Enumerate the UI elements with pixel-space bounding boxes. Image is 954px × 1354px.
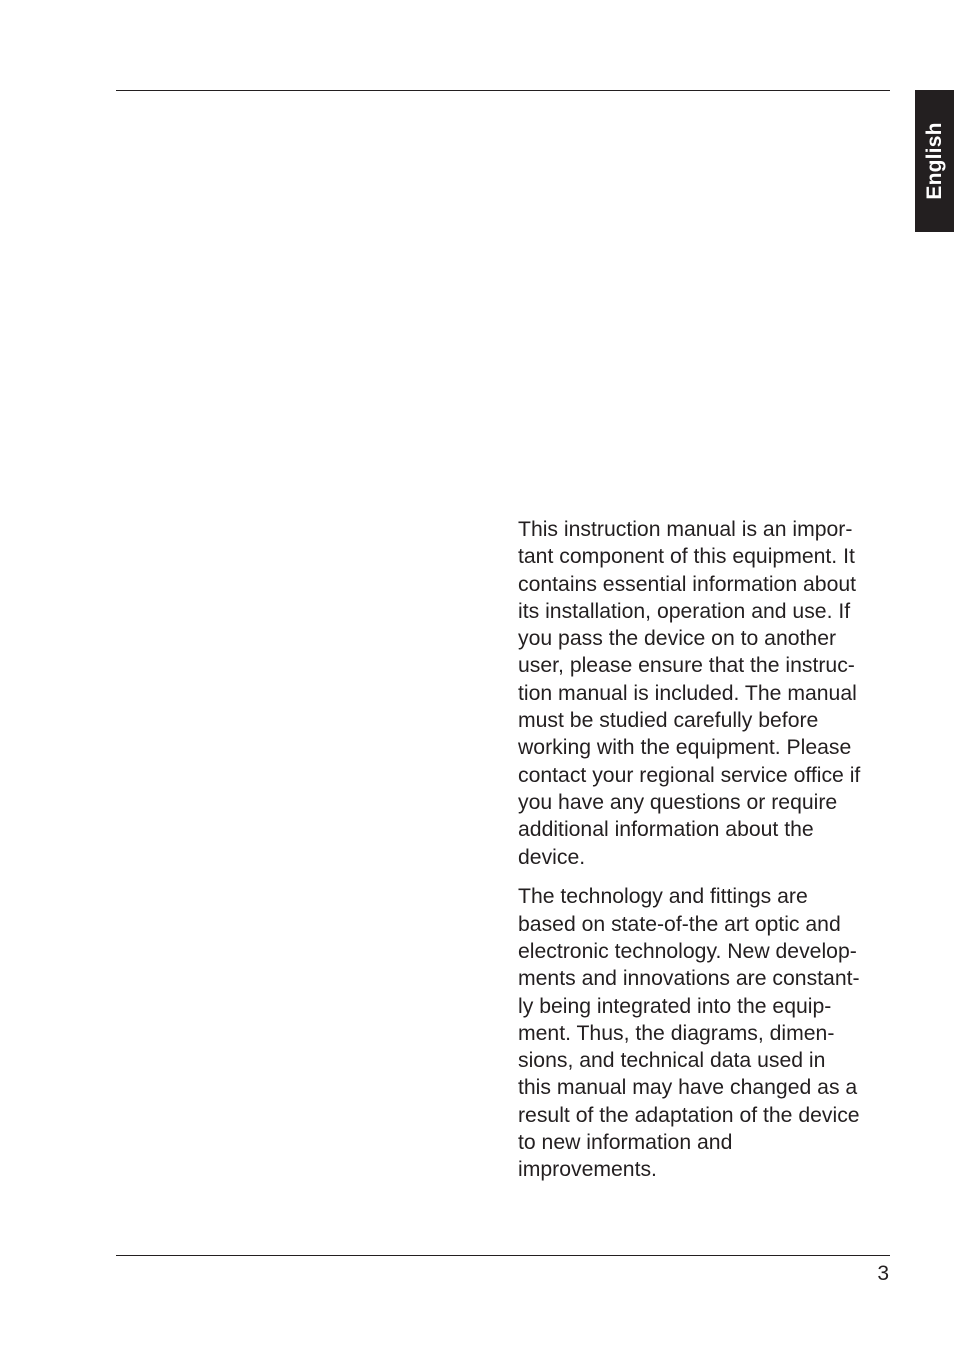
intro-paragraph [518,516,894,871]
text-line: to new information and [518,1131,733,1155]
text-line: you have any questions or require [518,790,838,814]
text-line: working with the equipment. Please [518,736,852,760]
text-line: tant component of this equipment. It [518,545,855,569]
technology-paragraph [518,883,894,1183]
text-line: improvements. [518,1158,657,1182]
header-rule [116,90,890,91]
page-number: 3 [877,1262,889,1285]
text-line: contains essential information about [518,572,857,596]
text-line: sions, and technical data used in [518,1049,826,1073]
text-line: device. [518,845,586,869]
text-line: additional information about the [518,818,814,842]
text-line: ly being integrated into the equip- [518,994,832,1018]
text-line: result of the adaptation of the device [518,1103,860,1127]
footer-rule [116,1255,890,1256]
text-line: you pass the device on to another [518,627,837,651]
text-line: contact your regional service office if [518,763,861,787]
text-line: its installation, operation and use. If [518,599,851,623]
body-text-column [518,516,894,1196]
language-tab-label: English [922,122,946,200]
text-line: this manual may have changed as a [518,1076,858,1100]
text-line: This instruction manual is an impor- [518,518,853,541]
text-line: must be studied carefully before [518,709,819,733]
text-line: ment. Thus, the diagrams, dimen- [518,1021,835,1045]
text-line: tion manual is included. The manual [518,681,857,705]
text-line: ments and innovations are constant- [518,967,860,991]
text-line: user, please ensure that the instruc- [518,654,855,678]
text-line: The technology and fittings are [518,885,808,909]
text-line: based on state-of-the art optic and [518,912,841,936]
text-line: electronic technology. New develop- [518,939,857,963]
language-tab [915,90,954,232]
